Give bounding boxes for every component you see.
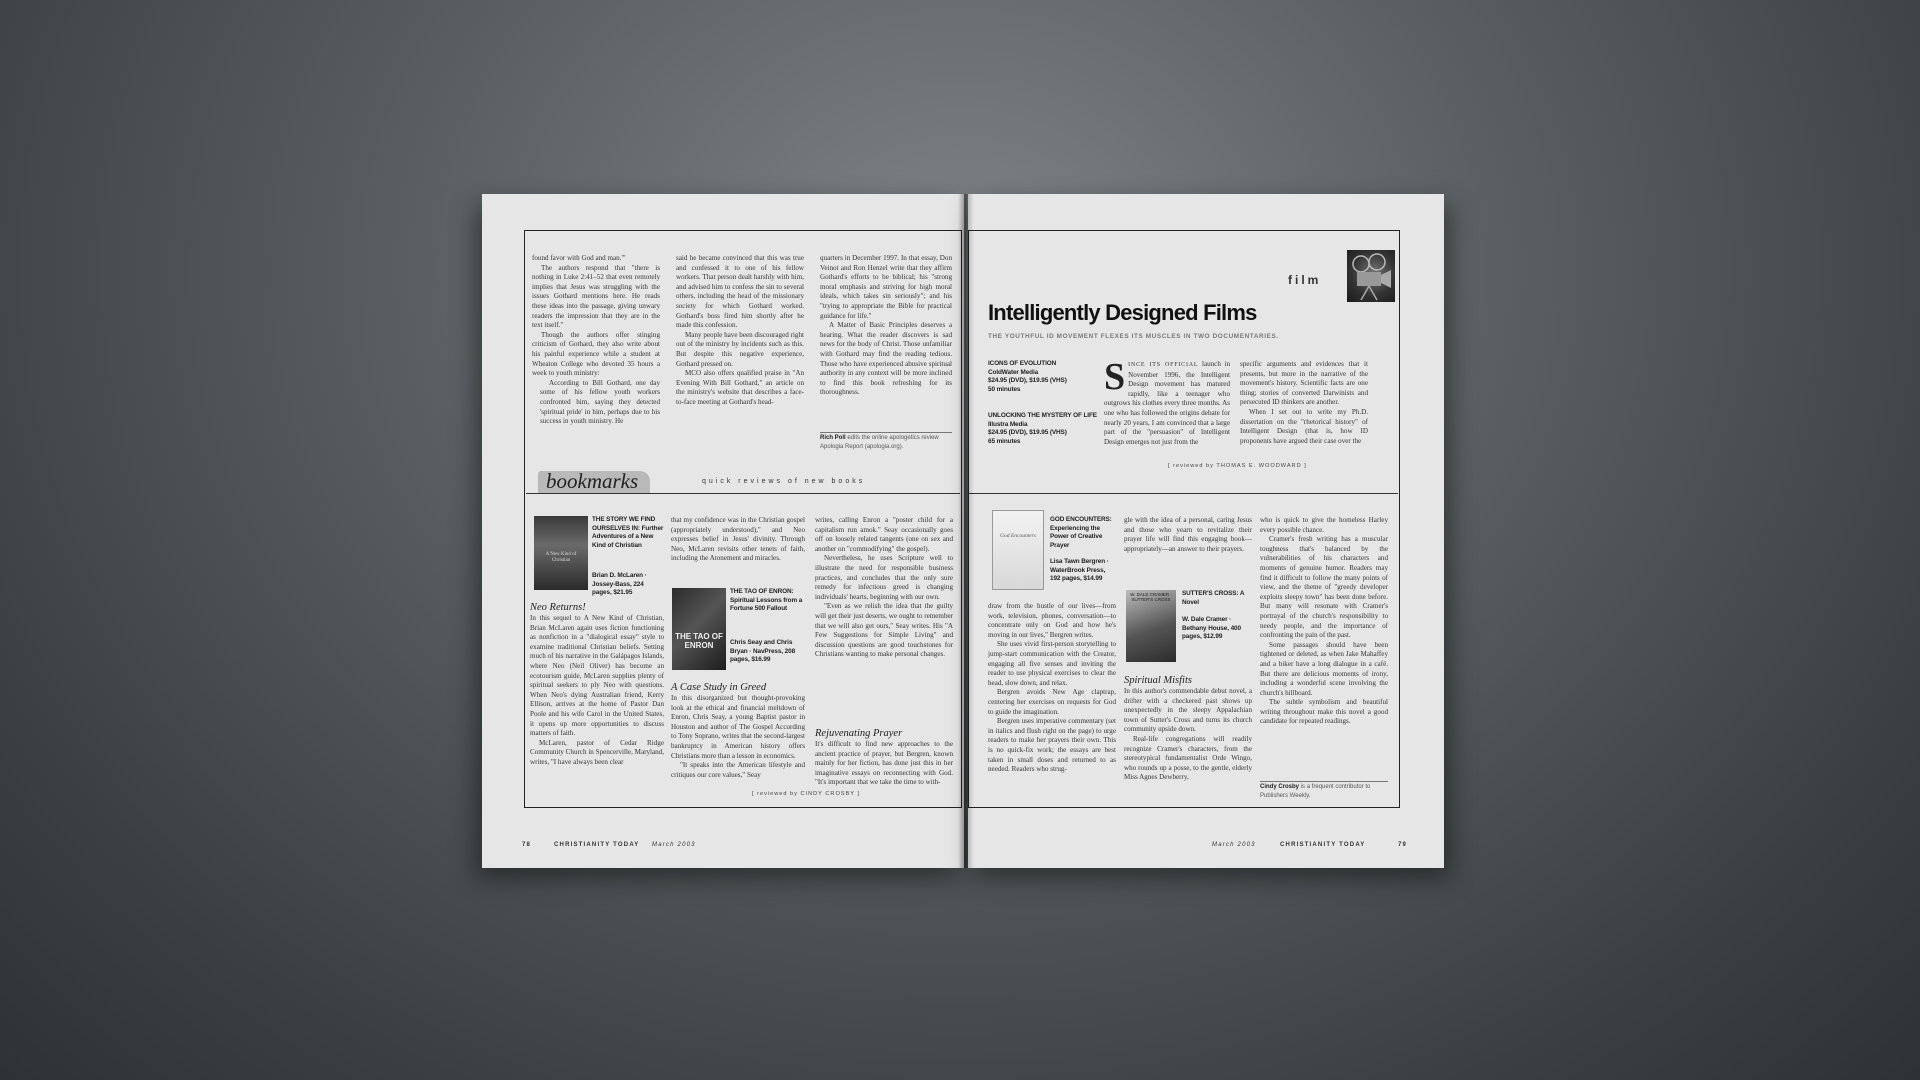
book4-title: SUTTER'S CROSS: A Novel <box>1182 590 1245 606</box>
book1-title: THE STORY WE FIND OURSELVES IN: Further Adventures of a New Kind of Christian <box>592 516 664 549</box>
right-author-note <box>1260 783 1388 801</box>
paragraph: writes, calling Enron a "poster child for a capitalism run amok." Seay occasionally goes off on loosely related tangents (one on sex and another on "commodifying" the gospel). <box>815 516 953 553</box>
cover-text: THE TAO OF ENRON <box>675 632 723 650</box>
paragraph: Though the authors offer stinging criticism of Gothard, they also write about his painful experience while a student at Wheaton College who devoted 35 hours a week to youth ministry: <box>532 330 660 378</box>
banner-rule <box>526 493 960 494</box>
film-1-publisher: ColdWater Media <box>988 368 1039 376</box>
bookmarks-tagline: quick reviews of new books <box>702 478 866 485</box>
paragraph: that my confidence was in the Christian gospel (appropriately understood)," and Neo expresses belief in Jesus' divinity. Through Neo, McLaren revisits other tenets of faith, including the Atonement and miracles. <box>671 516 805 563</box>
right-column-2-top <box>1124 516 1252 554</box>
paragraph: The subtle symbolism and beautiful writing throughout make this novel a good candidate for repeated readings. <box>1260 698 1388 726</box>
review4-heading: Spiritual Misfits <box>1124 675 1192 686</box>
right-page <box>968 194 1444 868</box>
paragraph: Nevertheless, he uses Scripture well to illustrate the need for responsible business practices, and concludes that the only sure remedy for infectious greed is changing individuals' hearts, beginning with our own. <box>815 554 953 601</box>
review1-column-2 <box>671 516 805 564</box>
paragraph: "Even as we relish the idea that the guilty will get their just deserts, we ought to remember that we will also get ours," Seay writes. His "A Few Suggestions for Simple Living" and discussion questions are good touchstones for Christians wanting to make personal changes. <box>815 602 953 659</box>
paragraph: McLaren, pastor of Cedar Ridge Community Church in Spencerville, Maryland, writes, "I have always been clear <box>530 738 664 766</box>
lead-in: INCE ITS OFFICIAL <box>1128 362 1199 368</box>
author-note-text: edits the online apologetics review Apologia Report (apologia.org). <box>820 435 939 450</box>
left-top-author-note <box>820 434 952 452</box>
film-info-2 <box>988 412 1108 446</box>
bookmarks-title: bookmarks <box>546 469 639 493</box>
left-top-rule <box>820 432 952 433</box>
paragraph: Real-life congregations will readily recognize Cramer's characters, from the stereotypical fundamentalist Orde Wingo, who rounds up a posse, to the gentle, elderly Miss Agnes Dewberry, <box>1124 734 1252 782</box>
review2-column <box>671 694 805 780</box>
paragraph: In this disorganized but thought-provoking look at the ethical and financial meltdown of Enron, Chris Seay, a young Baptist pastor in Houston and author of The Gospel According to Tony Soprano, writes that the second-largest bankruptcy in American history offers Christians more than a lesson in economics. <box>671 694 805 760</box>
paragraph: Many people have been discouraged right out of the ministry by incidents such as this. But despite this negative experience, Gothard pressed on. <box>676 330 804 368</box>
film-review-column-2 <box>1240 360 1368 446</box>
right-column-1-bottom <box>988 602 1116 775</box>
film-byline: [ reviewed by THOMAS E. WOODWARD ] <box>1168 463 1307 469</box>
review3-heading: Rejuvenating Prayer <box>815 728 903 739</box>
left-page <box>482 194 964 868</box>
paragraph: said he became convinced that this was true and confessed it to one of his fellow workers. That person dealt harshly with him, and advised him to confess the sin to several others, including the head of the missionary society for which Gothard worked. Gothard's boss fired him shortly after he made this confession. <box>676 254 804 330</box>
paragraph: A Matter of Basic Principles deserves a hearing. What the reader discovers is sad news for the body of Christ. Those unfamiliar with Gothard may find the reading tedious. Those who have experienced abusive spiritual authority in any context will be more inclined to find this book refreshing for its thoroughness. <box>820 321 952 397</box>
paragraph: gle with the idea of a personal, caring Jesus and those who yearn to revitalize their prayer life will find this engaging book—appropriately—an answer to their prayers. <box>1124 516 1252 553</box>
paragraph: draw from the hustle of our lives—from work, television, phones, conversation—to concentrate only on God and how he's moving in our lives," Bergren writes. <box>988 602 1116 639</box>
paragraph: In this author's commendable debut novel, a drifter with a checkered past shows up unexpectedly in the sleepy Appalachian town of Sutter's Cross and turns its church community upside down. <box>1124 687 1252 734</box>
film-2-price: $24.95 (DVD), $19.95 (VHS) <box>988 429 1067 437</box>
film-2-title: UNLOCKING THE MYSTERY OF LIFE <box>988 412 1097 419</box>
paragraph: She uses vivid first-person storytelling to jump-start communication with the Creator, engaging all five senses and inviting the reader to use physical exercises to clear the head, slow down, and relax. <box>988 640 1116 687</box>
film-rule <box>968 493 1398 494</box>
review1-heading: Neo Returns! <box>530 602 586 613</box>
drop-cap: S <box>1104 356 1126 398</box>
book-cover-god-encounters <box>992 510 1044 590</box>
right-folio-number: 79 <box>1398 842 1408 848</box>
film-headline: Intelligently Designed Films <box>988 300 1257 325</box>
paragraph: Bergren uses imperative commentary (set in italics and flush right on the page) to urge readers to make her prayers their own. This is no quick-fix work; the essays are best taken in small doses and returned to as needed. Readers who strug- <box>988 717 1116 774</box>
cover-text: God Encounters <box>1000 533 1036 539</box>
right-folio-date: March 2003 <box>1212 842 1256 848</box>
book4-details: W. Dale Cramer · Bethany House, 400 pages, $12.99 <box>1182 616 1241 641</box>
right-column-3-rule <box>1260 781 1388 782</box>
cover-text: A New Kind of Christian <box>545 552 577 563</box>
book3-title: GOD ENCOUNTERS: Experiencing the Power of Creative Prayer <box>1050 516 1112 549</box>
right-column-2-bottom <box>1124 687 1252 783</box>
film-2-runtime: 65 minutes <box>988 437 1021 445</box>
author-name: Rich Poll <box>820 435 846 441</box>
book-cover-new-kind-of-christian <box>534 516 588 590</box>
paragraph: quarters in December 1997. In that essay, Don Veinot and Ron Henzel write that they affirm Gothard's efforts to be biblical; his "strong moral emphasis and striving for high moral ideals, which takes sin seriously"; and his "trying to appropriate the Bible for practical guidance for life." <box>820 254 952 320</box>
left-folio-number: 78 <box>522 842 532 848</box>
film-1-runtime: 50 minutes <box>988 385 1021 393</box>
right-folio-magazine: CHRISTIANITY TODAY <box>1280 842 1366 848</box>
review2-heading: A Case Study in Greed <box>671 682 767 693</box>
paragraph: Some passages should have been tightened or deleted, as when Jake Mahaffey and a biker have a long dialogue in a café. But there are delicious moments of irony, including a wonderful scene involving the church's hillboard. <box>1260 640 1388 697</box>
film-camera-icon <box>1347 250 1395 302</box>
film-deck: THE YOUTHFUL ID MOVEMENT FLEXES ITS MUSCLES IN TWO DOCUMENTARIES. <box>988 333 1279 340</box>
film-2-publisher: Illustra Media <box>988 420 1028 428</box>
film-section-label: film <box>1288 273 1322 287</box>
author-note-text: is a frequent contributor to Publishers Weekly. <box>1260 784 1371 799</box>
magazine-spread <box>482 194 1444 868</box>
bookmarks-byline: [ reviewed by CINDY CROSBY ] <box>752 791 860 797</box>
paragraph: When I set out to write my Ph.D. dissertation on the "rhetorical history" of Intelligent Design (that is, how ID proponents have argued their case over the <box>1240 407 1368 445</box>
book3-details: Lisa Tawn Bergren · WaterBrook Press, 192 pages, $14.99 <box>1050 558 1109 583</box>
paragraph: The authors respond that "there is nothing in Luke 2:41–52 that even remotely implies that Jesus was struggling with the issues Gothard mentions here. He reads these ideas into the passage, giving unwary readers the impression that they are in the text itself." <box>532 263 660 330</box>
paragraph: According to Bill Gothard, one day some of his fellow youth workers confronted him, saying they detected 'spiritual pride' in him, perhaps due to his success in youth ministry. He <box>540 378 660 426</box>
film-1-title: ICONS OF EVOLUTION <box>988 360 1057 367</box>
paragraph: Bergren avoids New Age claptrap, centering her exercises on requests for God to guide the imagination. <box>988 688 1116 716</box>
book-cover-tao-of-enron <box>672 588 726 670</box>
lead-text: launch in November 1996, the Intelligent Design movement has matured rapidly, like a teenager who outgrows his clothes every three months. As one who has followed the origins debate for nearly 20 years, I am convinced that a large part of the "persuasion" of Intelligent Design emerges not just from the <box>1104 360 1230 446</box>
paragraph: In this sequel to A New Kind of Christian, Brian McLaren again uses fiction functioning as nonfiction in a "dialogical essay" style to examine traditional Christian beliefs. Setting much of his narrative in the Galápagos Islands, where Neo (Neil Oliver) has become an ecotourism guide, McLaren supplies plenty of spiritual seekers to ply Neo with questions. When Neo's dying Australian friend, Kerry Ellison, arrives at the home of Pastor Dan Poole and his wife Carol in the United States, it opens up more opportunities to discuss matters of faith. <box>530 614 664 738</box>
right-column-3 <box>1260 516 1388 727</box>
author-name: Cindy Crosby <box>1260 784 1300 790</box>
film-review-column-1 <box>1104 356 1230 447</box>
book1-details: Brian D. McLaren · Jossey-Bass, 224 pages, $21.95 <box>592 572 647 597</box>
paragraph: Cramer's fresh writing has a muscular toughness that's balanced by the vulnerabilities of his characters and moments of genuine humor. Readers may find it difficult to follow the many points of view, and the theme of "greedy developer exploits sleepy town" has been done before. But many will resonate with Cramer's portrayal of the church's responsibility to needy people, and the importance of confronting the pain of the past. <box>1260 535 1388 640</box>
paragraph: who is quick to give the homeless Harley every possible chance. <box>1260 516 1388 534</box>
book2-title: THE TAO OF ENRON: Spiritual Lessons from a Fortune 500 Fallout <box>730 588 803 613</box>
spine-shadow <box>958 194 974 868</box>
review2-continued-column <box>815 516 953 660</box>
film-1-price: $24.95 (DVD), $19.95 (VHS) <box>988 377 1067 385</box>
paragraph: found favor with God and man.'" <box>532 254 626 262</box>
left-folio-magazine: CHRISTIANITY TODAY <box>554 842 640 848</box>
left-top-column-1 <box>532 254 660 427</box>
book-cover-sutters-cross <box>1126 590 1176 662</box>
left-top-column-3 <box>820 254 952 398</box>
cover-text: W. DALE CRAMER · SUTTER'S CROSS <box>1130 592 1172 602</box>
paragraph: It's difficult to find new approaches to the ancient practice of prayer, but Bergren, known mainly for her fiction, has done just this in her imaginative essays on reconnecting with God. "It's important that we take the time to with- <box>815 740 953 787</box>
left-folio-date: March 2003 <box>652 842 696 848</box>
film-info-1 <box>988 360 1108 394</box>
left-top-column-2 <box>676 254 804 408</box>
book2-details: Chris Seay and Chris Bryan · NavPress, 208 pages, $16.99 <box>730 639 796 664</box>
review1-column-1 <box>530 614 664 768</box>
review3-column <box>815 740 953 788</box>
paragraph: MCO also offers qualified praise in "An Evening With Bill Gothard," an article on the ministry's website that describes a face-to-face meeting at Gothard's head- <box>676 369 804 406</box>
paragraph: "It speaks into the American lifestyle and critiques our core values," Seay <box>671 761 805 779</box>
paragraph: specific arguments and evidences that it presents, but more in the narrative of the movement's history. Scientific facts are one thing; stories of converted Darwinists and persecuted ID thinkers are another. <box>1240 360 1368 407</box>
